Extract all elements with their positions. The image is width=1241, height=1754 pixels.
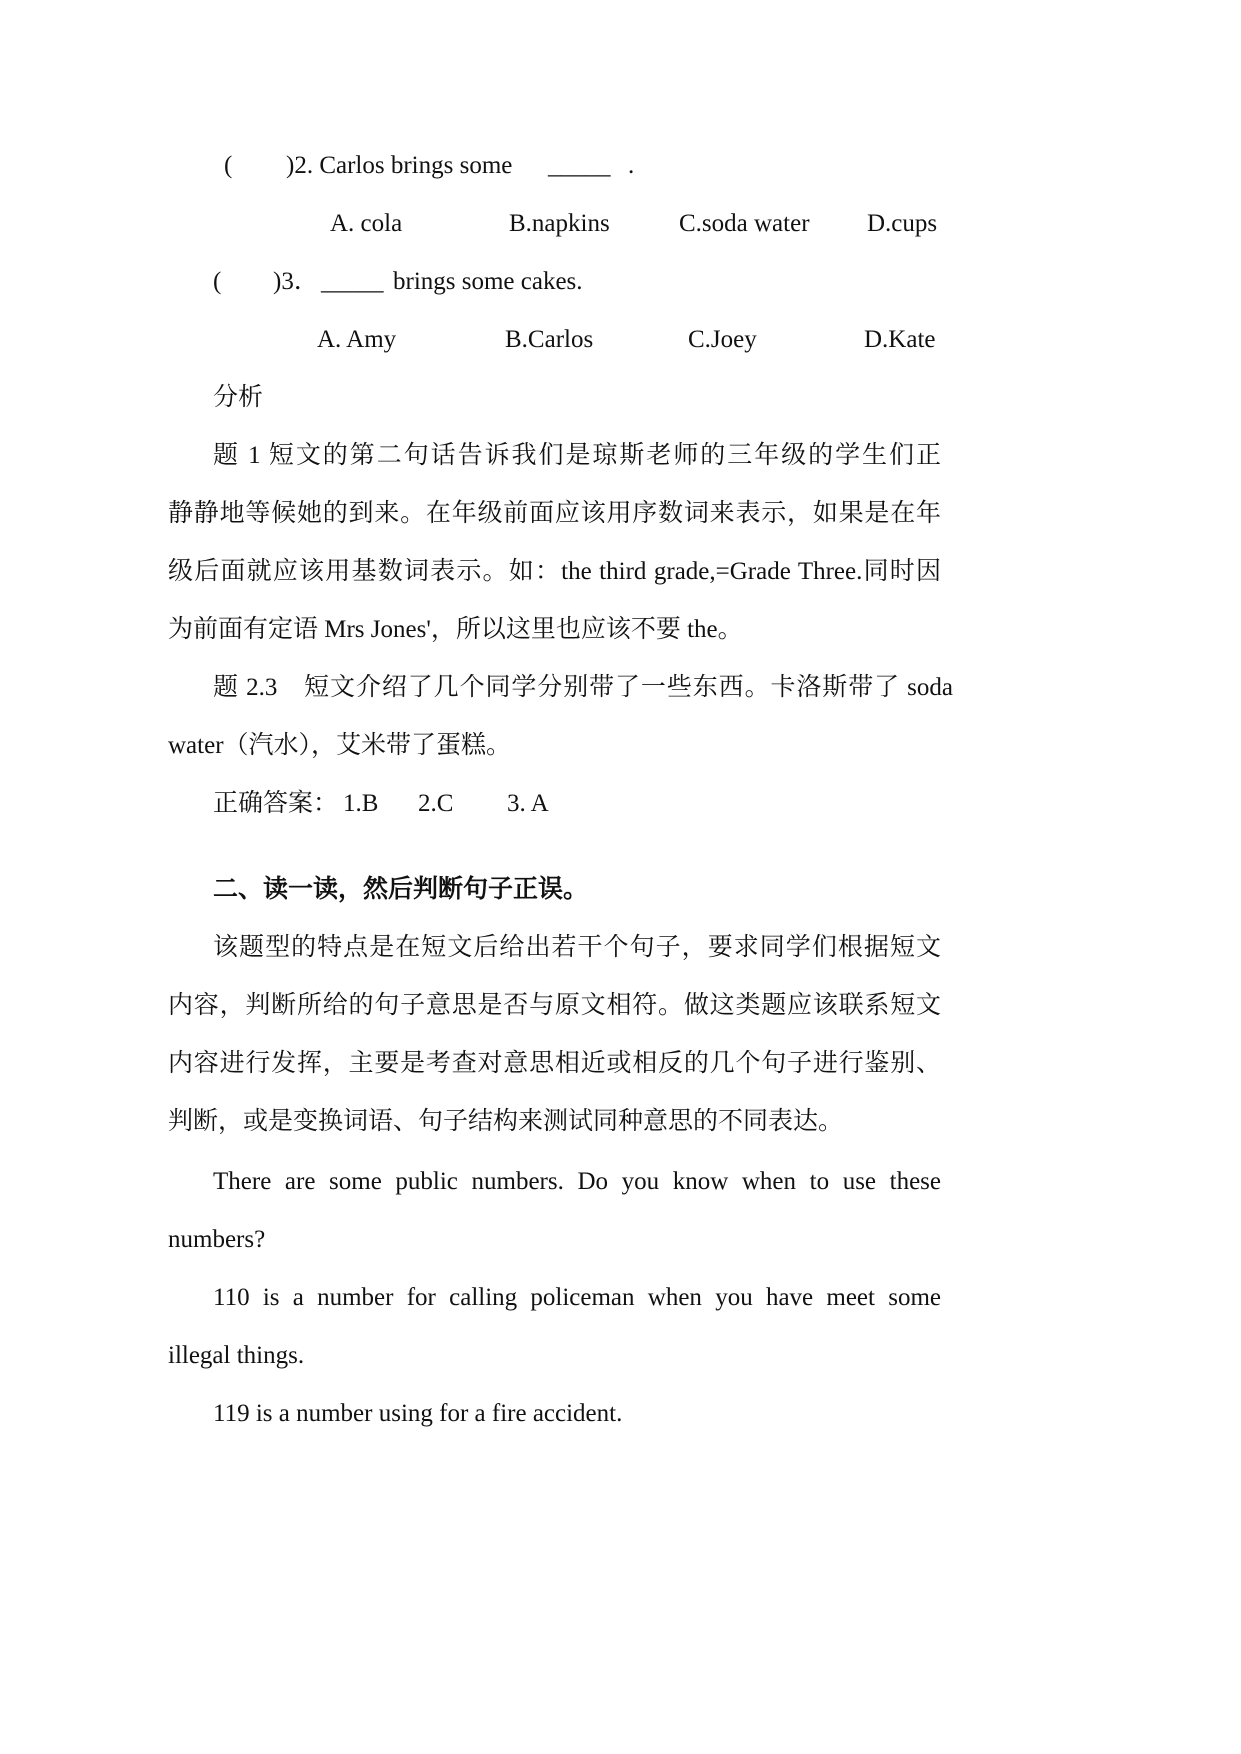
answer-label: 正确答案： [213, 790, 339, 817]
paragraph-line: water（汽水），艾米带了蛋糕。 [168, 732, 512, 759]
section-2-heading: 二、读一读，然后判断句子正误。 [213, 876, 589, 903]
paragraph-line: 判断，或是变换词语、句子结构来测试同种意思的不同表达。 [168, 1108, 844, 1135]
q2-end: . [628, 152, 635, 179]
passage-line: There are some public numbers. Do you know when to use these [213, 1168, 941, 1195]
passage-line: illegal things. [168, 1342, 305, 1369]
analysis-heading: 分析 [213, 384, 264, 411]
q3-option-c: C.Joey [688, 326, 757, 353]
q2-option-b: B.napkins [509, 210, 610, 237]
q3-option-b: B.Carlos [505, 326, 594, 353]
q2-blank: _____ [548, 152, 611, 179]
q2-text: )2. Carlos brings some [286, 152, 513, 179]
paragraph-line: 为前面有定语 Mrs Jones'，所以这里也应该不要 the。 [168, 616, 743, 643]
paragraph-line: 内容，判断所给的句子意思是否与原文相符。做这类题应该联系短文 [168, 992, 941, 1019]
q3-option-d: D.Kate [864, 326, 936, 353]
paragraph-line: 该题型的特点是在短文后给出若干个句子，要求同学们根据短文 [213, 934, 941, 961]
q2-option-d: D.cups [867, 210, 938, 237]
q3-option-a: A. Amy [317, 326, 397, 353]
q2-open-paren: ( [224, 152, 233, 179]
q3-blank: _____ [321, 268, 384, 295]
paragraph-line: 静静地等候她的到来。在年级前面应该用序数词来表示，如果是在年 [168, 500, 941, 527]
passage-line: numbers? [168, 1226, 266, 1253]
answer-2: 2.C [418, 790, 454, 817]
paragraph-line: 题 1 短文的第二句话告诉我们是琼斯老师的三年级的学生们正 [213, 442, 941, 469]
answer-3: 3. A [507, 790, 549, 817]
passage-line: 119 is a number using for a fire accident. [213, 1400, 623, 1427]
paragraph-line: 级后面就应该用基数词表示。如：the third grade,=Grade Three.同时因 [168, 558, 941, 585]
passage-line: 110 is a number for calling policeman when you have meet some [213, 1284, 941, 1311]
paragraph-line: 内容进行发挥，主要是考查对意思相近或相反的几个句子进行鉴别、 [168, 1050, 941, 1077]
answer-1: 1.B [343, 790, 379, 817]
paragraph-line: 题 2.3 短文介绍了几个同学分别带了一些东西。卡洛斯带了 soda [213, 674, 953, 701]
q3-number: )3． [273, 268, 319, 295]
q2-option-a: A. cola [330, 210, 403, 237]
q2-option-c: C.soda water [679, 210, 810, 237]
q3-text: brings some cakes. [393, 268, 583, 295]
q3-open-paren: ( [213, 268, 222, 295]
